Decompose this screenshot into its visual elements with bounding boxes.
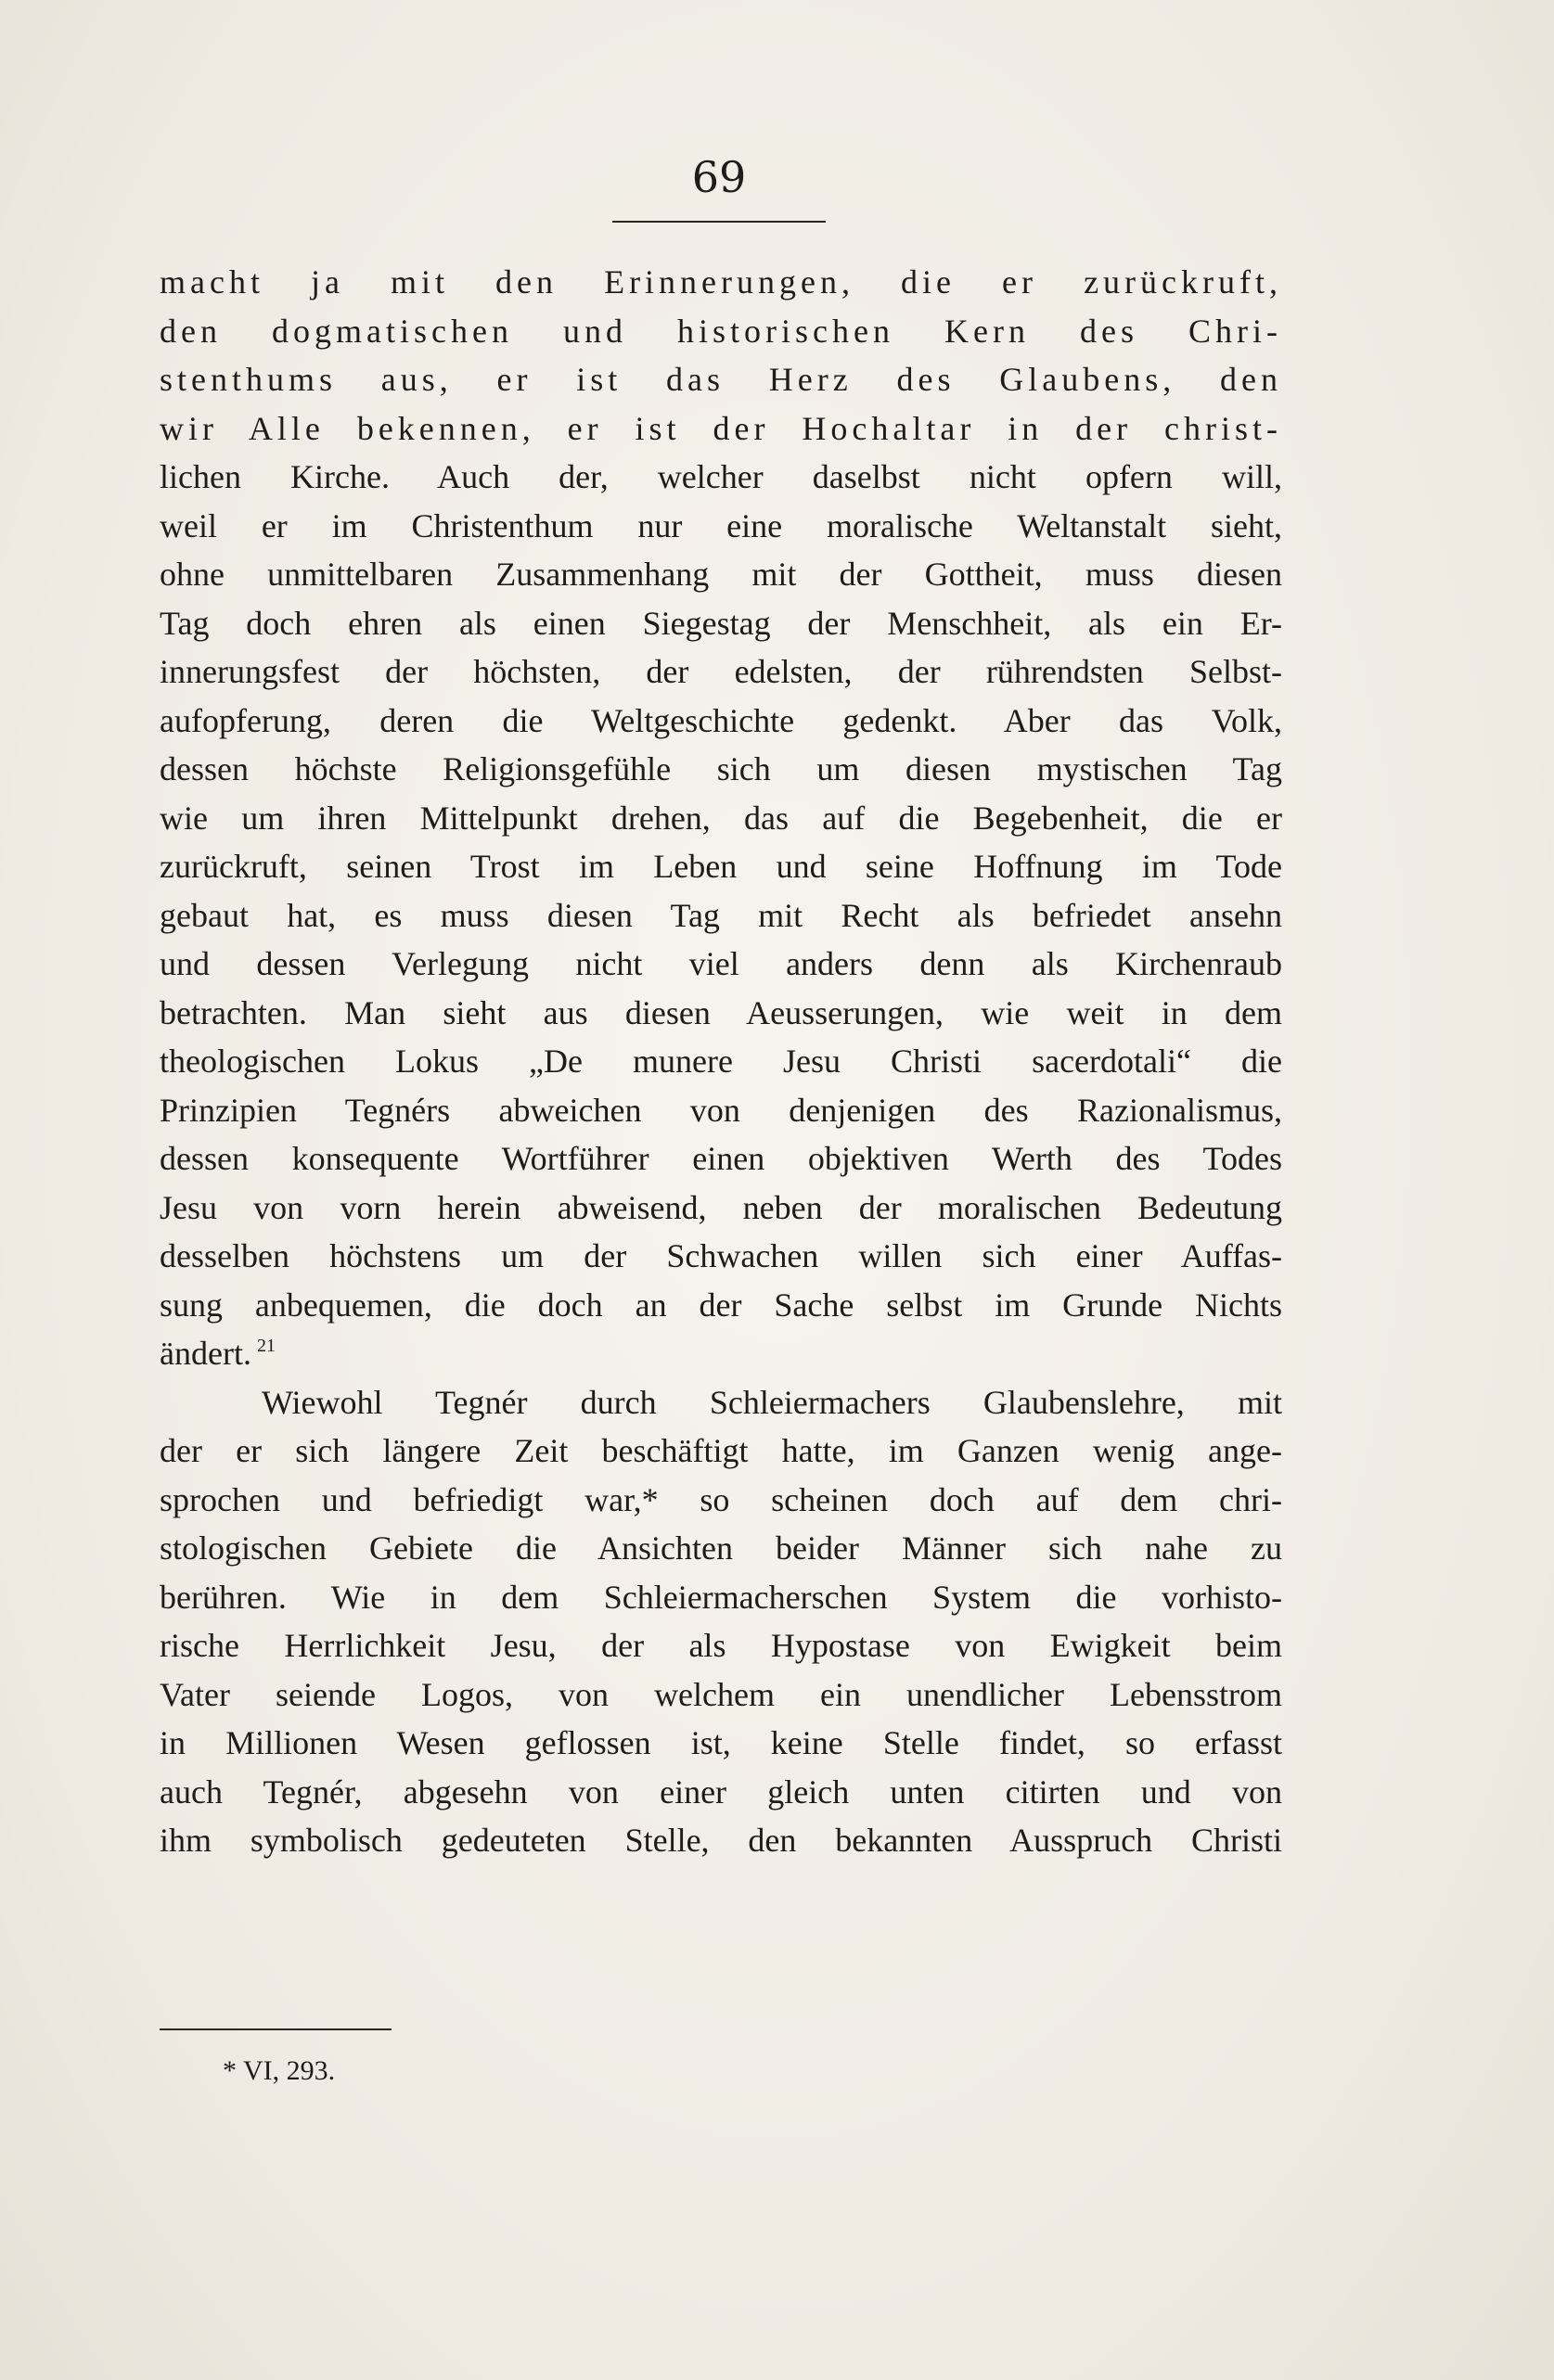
- text-line: der er sich längere Zeit beschäftigt hatte, im Ganzen wenig ange-: [160, 1432, 1282, 1469]
- paragraph-end-line: [160, 1329, 1282, 1378]
- text-line: betrachten. Man sieht aus diesen Aeusserungen, wie weit in dem: [160, 993, 1282, 1031]
- text-line: desselben höchstens um der Schwachen willen sich einer Auffas-: [160, 1237, 1282, 1274]
- text-line: wie um ihren Mittelpunkt drehen, das auf die Begebenheit, die er: [160, 799, 1282, 837]
- text-line: Vater seiende Logos, von welchem ein unendlicher Lebensstrom: [160, 1675, 1282, 1713]
- text-line: weil er im Christenthum nur eine moralische Weltanstalt sieht,: [160, 506, 1282, 544]
- text-line: wir Alle bekennen, er ist der Hochaltar in der christ-: [160, 409, 1282, 447]
- text-line: auch Tegnér, abgesehn von einer gleich unten citirten und von: [160, 1772, 1282, 1811]
- text-line: sung anbequemen, die doch an der Sache selbst im Grunde Nichts: [160, 1286, 1282, 1324]
- text-line: ihm symbolisch gedeuteten Stelle, den bekannten Ausspruch Christi: [160, 1822, 1282, 1859]
- body-text: [160, 258, 1282, 1865]
- text-line: sprochen und befriedigt war,* so scheinen doch auf dem chri-: [160, 1480, 1282, 1518]
- text-line: gebaut hat, es muss diesen Tag mit Recht als befriedet ansehn: [160, 896, 1282, 934]
- text-line: stenthums aus, er ist das Herz des Glaubens, den: [160, 361, 1282, 398]
- text-line: berühren. Wie in dem Schleiermacherschen System die vorhisto-: [160, 1578, 1282, 1616]
- text-line: Tag doch ehren als einen Siegestag der Menschheit, als ein Er-: [160, 604, 1282, 642]
- text-line: den dogmatischen und historischen Kern des Chri-: [160, 312, 1282, 350]
- text-line: theologischen Lokus „De munere Jesu Christi sacerdotali“ die: [160, 1043, 1282, 1080]
- text-line: und dessen Verlegung nicht viel anders denn als Kirchenraub: [160, 945, 1282, 982]
- header-rule: [612, 221, 826, 223]
- text-line: Jesu von vorn herein abweisend, neben der moralischen Bedeutung: [160, 1188, 1282, 1226]
- note-reference: 21: [256, 1336, 276, 1356]
- text-line: dessen konsequente Wortführer einen objektiven Werth des Todes: [160, 1140, 1282, 1177]
- text-line: macht ja mit den Erinnerungen, die er zurückruft,: [160, 263, 1282, 301]
- text-line: aufopferung, deren die Weltgeschichte gedenkt. Aber das Volk,: [160, 701, 1282, 739]
- text-line: dessen höchste Religionsgefühle sich um diesen mystischen Tag: [160, 750, 1282, 787]
- text-line: rische Herrlichkeit Jesu, der als Hypostase von Ewigkeit beim: [160, 1627, 1282, 1664]
- text-line: Wiewohl Tegnér durch Schleiermachers Glaubenslehre, mit: [262, 1383, 1282, 1421]
- page-number: 69: [691, 152, 747, 202]
- text-line: in Millionen Wesen geflossen ist, keine Stelle findet, so erfasst: [160, 1724, 1282, 1761]
- text-line: innerungsfest der höchsten, der edelsten, der rührendsten Selbst-: [160, 653, 1282, 690]
- text-line: lichen Kirche. Auch der, welcher daselbst nicht opfern will,: [160, 458, 1282, 495]
- text-line: zurückruft, seinen Trost im Leben und seine Hoffnung im Tode: [160, 848, 1282, 885]
- footnote: * VI, 293.: [223, 2055, 336, 2086]
- text-line: ohne unmittelbaren Zusammenhang mit der Gottheit, muss diesen: [160, 556, 1282, 593]
- footnote-rule: [160, 2028, 392, 2030]
- text-line: Prinzipien Tegnérs abweichen von denjenigen des Razionalismus,: [160, 1091, 1282, 1129]
- text-line: ändert.: [160, 1335, 251, 1372]
- text-line: stologischen Gebiete die Ansichten beider Männer sich nahe zu: [160, 1529, 1282, 1567]
